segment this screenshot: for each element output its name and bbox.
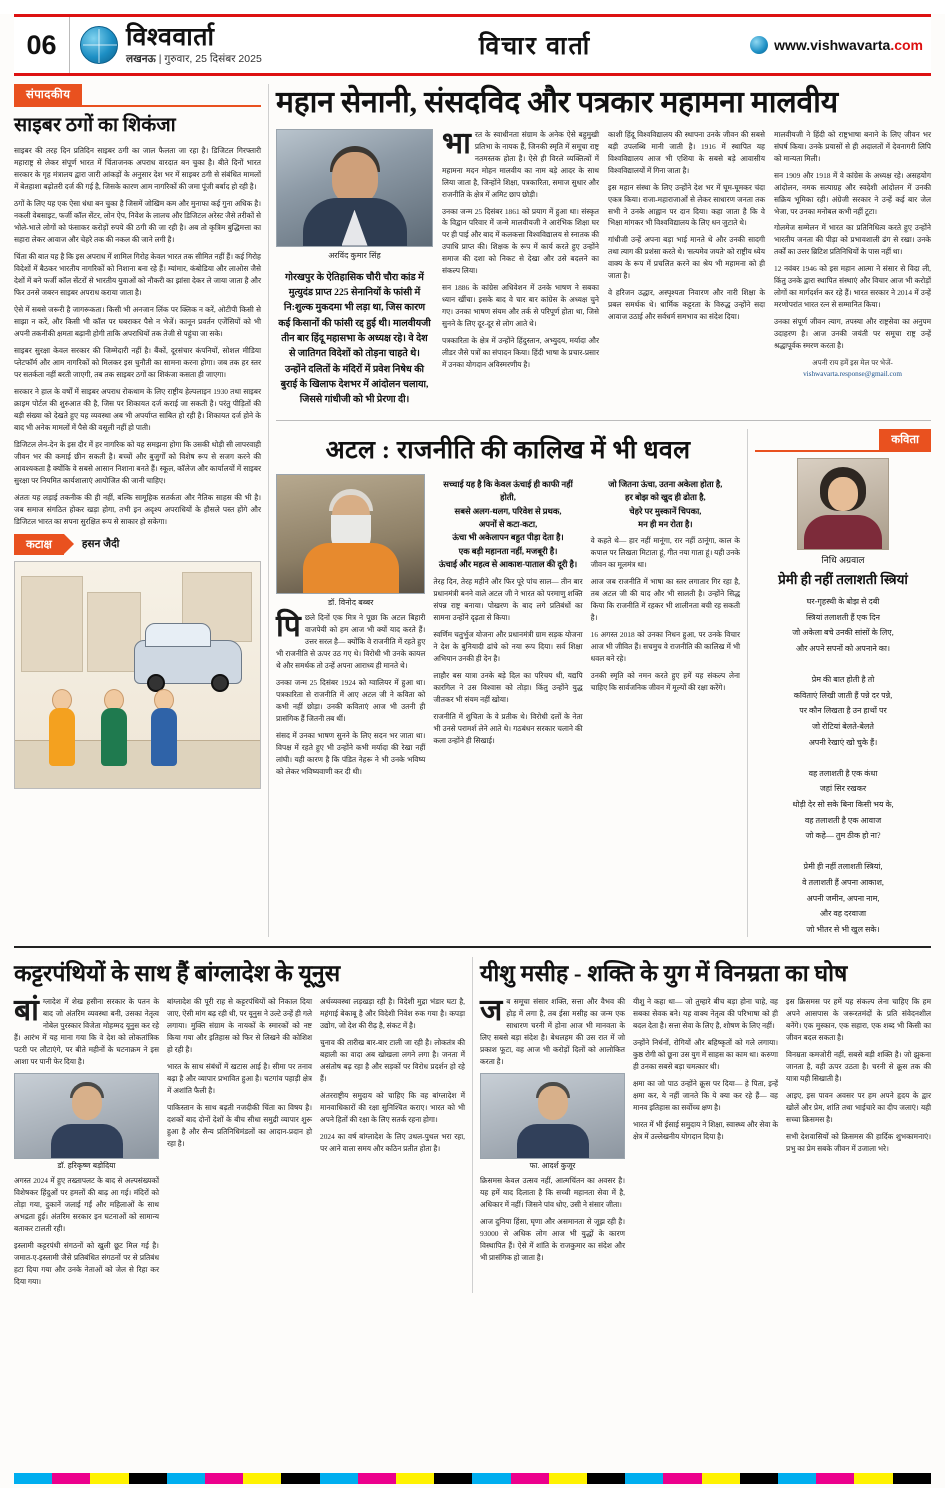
editorial-para: सरकार ने हाल के वर्षों में साइबर अपराध रोकथाम के लिए राष्ट्रीय हेल्पलाइन 1930 तथा साइबर क्राइम पोर्टल की शुरुआत की है, जिस पर शिकायत दर्ज कराई जा सकती है। परंतु पीड़ितों की बड़ी संख्या को देखते हुए यह व्यवस्था अब भी अपर्याप्त साबित हो रही है। शिकायत दर्ज होने के बाद भी अनेक मामलों में पैसे की वसूली नहीं हो पाती। [14, 387, 261, 433]
lead-column-1 [276, 129, 433, 412]
cartoon-header [14, 534, 261, 555]
br-para: जब समूचा संसार शक्ति, सत्ता और वैभव की होड़ में लगा है, तब ईसा मसीह का जन्म एक साधारण चरनी में होना आज भी मानवता के लिए सबसे बड़ा संदेश है। बेथलहम की उस रात में जो प्रकाश फूटा, वह आज भी करोड़ों दिलों को आलोकित करता है। [480, 993, 625, 1066]
masthead [14, 14, 931, 76]
website-url-main: www.vishwavarta [774, 37, 891, 53]
second-band [276, 429, 931, 938]
poem-line: वे तलाशती हैं अपना आकाश, [802, 877, 884, 887]
editorial-para: ठगों के लिए यह एक ऐसा धंधा बन चुका है जिसमें जोखिम कम और मुनाफा कई गुना अधिक है। नकली वेबसाइट, फर्जी कॉल सेंटर, लोन ऐप, निवेश के लालच और डिजिटल अरेस्ट जैसे तरीकों से भोले-भाले लोगों को फंसाकर करोड़ों रुपये की ठगी की जा रही है। अब तो कृत्रिम बुद्धिमत्ता का सहारा लेकर आवाज और चेहरे तक की नकल की जाने लगी है। [14, 199, 261, 245]
person-shape [151, 689, 177, 766]
bl-para: भारत के साथ संबंधों में खटास आई है। सीमा पर तनाव बढ़ा है और व्यापार प्रभावित हुआ है। चटगांव पहाड़ी क्षेत्र में अशांति फैली है। [167, 1061, 312, 1095]
poem-title: प्रेमी ही नहीं तलाशती स्त्रियां [778, 571, 908, 587]
atal-poem2-line: हर बोझ को खुद ही ढोता है, [625, 493, 706, 503]
lead-para: मालवीयजी ने हिंदी को राष्ट्रभाषा बनाने के लिए जीवन भर संघर्ष किया। उनके प्रयासों से ही अदालतों में देवनागरी लिपि को मान्यता मिली। [774, 129, 931, 163]
atal-para: लाहौर बस यात्रा उनके बड़े दिल का परिचय थी, यद्यपि कारगिल ने उस विश्वास को तोड़ा। किंतु उन्होंने युद्ध जीतकर भी संयम नहीं खोया। [433, 670, 583, 704]
editorial-tag-wrap [14, 84, 261, 107]
bl-author-photo [14, 1073, 159, 1159]
poem-line: जो भीतर से भी खुल सके। [806, 924, 880, 934]
poem-line: वह तलाशती है एक आवाज [804, 815, 882, 825]
page-number: 06 [14, 17, 70, 73]
divider [472, 957, 473, 1292]
poem-line: प्रेमी ही नहीं तलाशती स्त्रियां, [803, 862, 883, 872]
atal-poem-line: एक बड़ी महानता नहीं, मजबूरी है। [458, 546, 558, 556]
bl-para: पाकिस्तान के साथ बढ़ती नजदीकी चिंता का विषय है। दशकों बाद दोनों देशों के बीच सीधा समुद्री व्यापार शुरू हुआ है और सैन्य प्रतिनिधिमंडलों का आदान-प्रदान हो रहा है। [167, 1102, 312, 1148]
br-para: क्रिसमस केवल उत्सव नहीं, आत्मचिंतन का अवसर है। यह हमें याद दिलाता है कि सच्ची महानता सेवा में है, अधिकार में नहीं। जिसने पांव धोए, उसी ने संसार जीता। [480, 1175, 625, 1209]
atal-para: उनकी स्मृति को नमन करते हुए हमें यह संकल्प लेना चाहिए कि सार्वजनिक जीवन में मूल्यों की रक्षा करेंगे। [590, 671, 740, 693]
br-author-photo [480, 1073, 625, 1159]
person-shape [49, 689, 75, 766]
lead-para: काशी हिंदू विश्वविद्यालय की स्थापना उनके जीवन की सबसे बड़ी उपलब्धि मानी जाती है। 1916 में स्थापित यह विश्वविद्यालय आज भी एशिया के सबसे बड़े आवासीय विश्वविद्यालयों में गिना जाता है। [608, 129, 765, 175]
top-band [14, 84, 931, 937]
poem-line: और अपने सपनों को अपनाने का। [795, 644, 891, 654]
atal-poem2-line: चेहरे पर मुस्कानें चिपका, [629, 506, 702, 516]
atal-poem-line: सच्चाई यह है कि केवल ऊंचाई ही काफी नहीं होती, [443, 479, 573, 503]
br-para: आइए, इस पावन अवसर पर हम अपने हृदय के द्वार खोलें और प्रेम, शांति तथा भाईचारे का दीप जलाएं। यही सच्चा क्रिसमस है। [786, 1090, 931, 1124]
poem-line: जो कहे— तुम ठीक हो ना? [805, 831, 881, 841]
br-column-3 [786, 996, 931, 1269]
poem-line: वह तलाशती है एक कंधा [808, 768, 878, 778]
poem-line: पर कौन लिखता है उन हाथों पर [799, 706, 887, 716]
poem-line: और वह दरवाजा [819, 909, 867, 919]
bl-column-2 [167, 996, 312, 1293]
poem-line [755, 844, 931, 860]
cartoonist-name: हसन जैदी [81, 538, 120, 551]
poem-line: अपनी जमीन, अपना नाम, [806, 893, 880, 903]
brand-date: गुरुवार, 25 दिसंबर 2025 [164, 52, 262, 65]
lead-para: उनका संपूर्ण जीवन त्याग, तपस्या और राष्ट्रसेवा का अनुपम उदाहरण है। आज उनकी जयंती पर समूचा राष्ट्र उन्हें श्रद्धापूर्वक स्मरण करता है। [774, 317, 931, 351]
print-registration-bar [14, 1473, 931, 1484]
lead-para: सन 1909 और 1918 में वे कांग्रेस के अध्यक्ष रहे। असहयोग आंदोलन, नमक सत्याग्रह और स्वदेशी आंदोलन में उनकी सक्रिय भूमिका रही। अंग्रेजी सरकार ने उन्हें कई बार जेल भेजा, पर उनका मनोबल कभी नहीं टूटा। [774, 170, 931, 216]
atal-article [276, 429, 740, 938]
cartoon-image [14, 561, 261, 789]
br-para: यीशु ने कहा था— जो तुम्हारे बीच बड़ा होना चाहे, वह सबका सेवक बने। यह वाक्य नेतृत्व की परिभाषा को ही बदल देता है। सत्ता सेवा के लिए है, शोषण के लिए नहीं। [633, 996, 778, 1030]
atal-para: आज जब राजनीति में भाषा का स्तर लगातार गिर रहा है, तब अटल जी की याद और भी सालती है। उन्होंने सिद्ध किया कि राजनीति में रहकर भी शालीनता बची रह सकती है। [590, 577, 740, 623]
br-para: क्षमा का जो पाठ उन्होंने क्रूस पर दिया— हे पिता, इन्हें क्षमा कर, ये नहीं जानते कि ये क्या कर रहे हैं— वह मानव इतिहास का सर्वोच्च क्षण है। [633, 1078, 778, 1112]
brand-sep: | [158, 52, 162, 65]
bangladesh-article [14, 957, 465, 1292]
bl-para: चुनाव की तारीख बार-बार टाली जा रही है। लोकतंत्र की बहाली का वादा अब खोखला लगने लगा है। जनता में असंतोष बढ़ रहा है और सड़कों पर विरोध प्रदर्शन हो रहे हैं। [320, 1037, 465, 1083]
poem-line: अपनी रेखाएं खो चुके हैं। [808, 737, 878, 747]
poem-line [755, 657, 931, 673]
editorial-para: साइबर सुरक्षा केवल सरकार की जिम्मेदारी नहीं है। बैंकों, दूरसंचार कंपनियों, सोशल मीडिया प्लेटफॉर्म और आम नागरिकों को मिलकर इस चुनौती का सामना करना होगा। जब तक हर स्तर पर सतर्कता नहीं बरती जाएगी, तब तक साइबर ठगों का शिकंजा कसता ही जाएगा। [14, 346, 261, 380]
editorial-para: साइबर की तरह दिन प्रतिदिन साइबर ठगी का जाल फैलता जा रहा है। डिजिटल गिरफ्तारी महाराष्ट्र से लेकर संपूर्ण भारत में चिंताजनक अपराध वारदात बन चुका है। बीते दिनों भारत सरकार के गृह मंत्रालय द्वारा जारी आंकड़ों के अनुसार देश भर में साइबर ठगी से संबंधित मामलों में बेतहाशा बढ़ोतरी दर्ज की गई है, जिसके कारण आम नागरिकों की जमा पूंजी बर्बाद हो रही है। [14, 146, 261, 192]
bangladesh-headline: कट्टरपंथियों के साथ हैं बांग्लादेश के यूनुस [14, 961, 341, 987]
lead-para: गोलमेज सम्मेलन में भारत का प्रतिनिधित्व करते हुए उन्होंने भारतीय जनता की पीड़ा को प्रभावशाली ढंग से रखा। उनके तर्कों का उत्तर ब्रिटिश प्रतिनिधियों के पास नहीं था। [774, 223, 931, 257]
bl-para: 2024 का वर्ष बांग्लादेश के लिए उथल-पुथल भरा रहा, पर आने वाला समय और कठिन प्रतीत होता है। [320, 1131, 465, 1153]
br-para: भारत में भी ईसाई समुदाय ने शिक्षा, स्वास्थ्य और सेवा के क्षेत्र में उल्लेखनीय योगदान दिया है। [633, 1119, 778, 1141]
lead-headline: महान सेनानी, संसदविद और पत्रकार महामना मालवीय [276, 86, 838, 119]
globe-icon [80, 26, 118, 64]
poet-name: निधि अग्रवाल [821, 554, 865, 565]
bl-author-caption: डॉ. हरिकृष्ण बड़ोदिया [57, 1160, 116, 1170]
atal-poem2-line: जो जितना ऊंचा, उतना अकेला होता है, [608, 479, 723, 489]
mail-address[interactable]: vishwavarta.response@gmail.com [803, 370, 902, 379]
br-column-2 [633, 996, 778, 1269]
br-para: सभी देशवासियों को क्रिसमस की हार्दिक शुभकामनाएं। प्रभु का प्रेम सबके जीवन में उजाला भरे। [786, 1131, 931, 1153]
br-para: इस क्रिसमस पर हमें यह संकल्प लेना चाहिए कि हम अपने आसपास के जरूरतमंदों के प्रति संवेदनशील बनेंगे। एक मुस्कान, एक सहारा, एक शब्द भी किसी का जीवन बदल सकता है। [786, 996, 931, 1042]
lead-para: गांधीजी उन्हें अपना बड़ा भाई मानते थे और उनकी सादगी तथा त्याग की प्रशंसा करते थे। 'सत्यमेव जयते' को राष्ट्रीय ध्येय वाक्य के रूप में प्रचलित करने का श्रेय भी महामना को ही जाता है। [608, 235, 765, 281]
editorial-tag: संपादकीय [14, 84, 82, 105]
atal-headline: अटल : राजनीति की कालिख में भी धवल [325, 436, 691, 464]
bl-para: बांग्लादेश में शेख हसीना सरकार के पतन के बाद जो अंतरिम व्यवस्था बनी, उसका नेतृत्व नोबेल पुरस्कार विजेता मोहम्मद यूनुस कर रहे हैं। आरंभ में यह माना गया कि वे देश को लोकतांत्रिक पटरी पर लौटाएंगे, पर बीते महीनों के घटनाक्रम ने इस आशा पर पानी फेर दिया है। [14, 993, 159, 1066]
atal-para: तेरह दिन, तेरह महीने और फिर पूरे पांच साल— तीन बार प्रधानमंत्री बनने वाले अटल जी ने भारत को परमाणु शक्ति संपन्न राष्ट्र बनाया। पोखरण के बाद लगे प्रतिबंधों का सामना उन्होंने दृढ़ता से किया। [433, 576, 583, 622]
poem-line: थोड़ी देर सो सके बिना किसी भय के, [792, 799, 894, 809]
brand-subline [126, 54, 262, 65]
person-shape [101, 689, 127, 766]
kavita-column [755, 429, 931, 938]
bl-column-3 [320, 996, 465, 1293]
editorial-para: डिजिटल लेन-देन के इस दौर में हर नागरिक को यह समझना होगा कि उसकी थोड़ी सी लापरवाही जीवन भर की कमाई छीन सकती है। बच्चों और बुजुर्गों को विशेष रूप से सजग करने की आवश्यकता है क्योंकि वे सबसे आसान निशाना बनते हैं। स्कूल, कॉलेज और कार्यालयों में साइबर सुरक्षा पर नियमित कार्यशालाएं आयोजित की जानी चाहिए। [14, 440, 261, 485]
editorial-para: ऐसे में सबसे जरूरी है जागरूकता। किसी भी अनजान लिंक पर क्लिक न करें, ओटीपी किसी से साझा न करें, और किसी भी कॉल पर घबराकर पैसे न भेजें। कानून प्रवर्तन एजेंसियों को भी अपनी तकनीकी क्षमता बढ़ानी होगी ताकि अपराधियों तक तेजी से पहुंचा जा सके। [14, 305, 261, 339]
bl-para: अगस्त 2024 में हुए तख्तापलट के बाद से अल्पसंख्यकों विशेषकर हिंदुओं पर हमलों की बाढ़ आ गई। मंदिरों को तोड़ा गया, दुकानें जलाई गईं और महिलाओं के साथ अभद्रता हुई। अंतरिम सरकार इन घटनाओं को सामान्य बताकर टालती रही। [14, 1175, 159, 1233]
atal-author-caption: डॉ. विनोद बब्बर [327, 597, 374, 607]
newspaper-page [0, 14, 945, 1488]
br-para: विनम्रता कमजोरी नहीं, सबसे बड़ी शक्ति है। जो झुकना जानता है, वही ऊपर उठता है। चरनी से क्रूस तक की यात्रा यही सिखाती है। [786, 1049, 931, 1083]
brand-block [70, 25, 320, 64]
atal-para: राजनीति में शुचिता के वे प्रतीक थे। विरोधी दलों के नेता भी उनसे परामर्श लेने आते थे। गठबंधन सरकार चलाने की कला उन्होंने ही सिखाई। [433, 711, 583, 745]
editorial-headline: साइबर ठगों का शिकंजा [14, 115, 176, 136]
atal-para: संसद में उनका भाषण सुनने के लिए सदन भर जाता था। विपक्ष में रहते हुए भी उन्होंने कभी मर्यादा की रेखा नहीं लांघी। यही कारण है कि पंडित नेहरू ने भी उनके भविष्य को लेकर भविष्यवाणी कर दी थी। [276, 730, 426, 776]
lead-para: उनका जन्म 25 दिसंबर 1861 को प्रयाग में हुआ था। संस्कृत के विद्वान परिवार में जन्मे मालवीयजी ने आरंभिक शिक्षा घर पर ही पाई और बाद में कलकत्ता विश्वविद्यालय से स्नातक की उपाधि प्राप्त की। शिक्षक के रूप में कार्य करते हुए उन्होंने समाज की दशा को निकट से देखा और उसे बदलने का संकल्प लिया। [442, 206, 599, 276]
atal-para: वे कहते थे— हार नहीं मानूंगा, रार नहीं ठानूंगा, काल के कपाल पर लिखता मिटाता हूं, गीत नया गाता हूं। यही उनके जीवन का मूलमंत्र था। [590, 536, 740, 570]
atal-para: पिछले दिनों एक मित्र ने पूछा कि अटल बिहारी वाजपेयी को हम आज भी क्यों याद करते हैं। उत्तर सरल है— क्योंकि वे राजनीति में रहते हुए भी राजनीति से ऊपर उठ गए थे। विरोधी भी उनके कायल थे और समर्थक तो उन्हें अपना आराध्य ही मानते थे। [276, 609, 426, 670]
brand-name: विश्ववार्ता [126, 24, 215, 52]
bottom-band [14, 957, 931, 1292]
bl-para: अंतरराष्ट्रीय समुदाय को चाहिए कि वह बांग्लादेश में मानवाधिकारों की रक्षा सुनिश्चित कराए। भारत को भी अपने हितों की रक्षा के लिए सतर्क रहना होगा। [320, 1090, 465, 1124]
poet-photo [797, 458, 889, 550]
br-para: आज दुनिया हिंसा, घृणा और असमानता से जूझ रही है। 93000 से अधिक लोग आज भी युद्धों के कारण विस्थापित हैं। ऐसे में शांति के राजकुमार का संदेश और भी प्रासंगिक हो जाता है। [480, 1216, 625, 1262]
brand-city: लखनऊ [126, 52, 156, 65]
poem-line: घर-गृहस्थी के बोझ से दबी [806, 597, 880, 607]
editorial-para: अंततः यह लड़ाई तकनीक की ही नहीं, बल्कि सामूहिक सतर्कता और नैतिक साहस की भी है। जब समाज संगठित होकर खड़ा होगा, तभी इन अदृश्य अपराधियों के हौसले पस्त होंगे और डिजिटल भारत का सपना सुरक्षित रूप से साकार हो सकेगा। [14, 492, 261, 526]
poem-line: जहां सिर रखकर [819, 784, 867, 794]
atal-poem-line: अपनों से कटा-कटा, [478, 520, 538, 529]
christmas-article [480, 957, 931, 1292]
atal-para: 16 अगस्त 2018 को उनका निधन हुआ, पर उनके विचार आज भी जीवित हैं। सचमुच वे राजनीति की कालिख में भी धवल बने रहे। [590, 630, 740, 664]
br-author-caption: फा. आदर्श कुजूर [529, 1160, 576, 1170]
poem-line: जो रोटियां बेलते-बेलते [812, 721, 874, 731]
bl-column-1 [14, 993, 159, 1293]
lead-story [276, 84, 931, 937]
atal-poem-line: ऊंचा भी अकेलापन बहुत पीड़ा देता है। [452, 533, 564, 543]
lead-para: 12 नवंबर 1946 को इस महान आत्मा ने संसार से विदा ली, किंतु उनके द्वारा स्थापित संस्थाएं और विचार आज भी करोड़ों लोगों का मार्गदर्शन कर रहे हैं। भारत सरकार ने 2014 में उन्हें मरणोपरांत भारत रत्न से सम्मानित किया। [774, 264, 931, 310]
mail-note [774, 358, 931, 380]
bl-para: बांग्लादेश की पूरी राह से कट्टरपंथियों को निकाल दिया जाए, ऐसी मांग बढ़ रही थी, पर यूनुस ने उल्टे उन्हें ही गले लगाया। मुक्ति संग्राम के नायकों के स्मारकों को नष्ट किया गया और इतिहास को फिर से लिखने की कोशिश हो रही है। [167, 996, 312, 1054]
lead-column-4 [774, 129, 931, 412]
editorial-column [14, 84, 261, 937]
kavita-tag: कविता [879, 429, 931, 450]
lead-para: वे हरिजन उद्धार, अस्पृश्यता निवारण और नारी शिक्षा के प्रबल समर्थक थे। धार्मिक कट्टरता के विरुद्ध उन्होंने सदा आवाज उठाई और सर्वधर्म समभाव का संदेश दिया। [608, 288, 765, 322]
kataksh-tag: कटाक्ष [14, 534, 64, 555]
author-caption: अरविंद कुमार सिंह [328, 250, 381, 260]
author-photo [276, 129, 433, 247]
lead-para: इस महान संस्था के लिए उन्होंने देश भर में घूम-घूमकर चंदा एकत्र किया। राजा-महाराजाओं से लेकर साधारण जनता तक सभी ने उनके आह्वान पर दान दिया। कहा जाता है कि वे भिक्षा मांगकर भी विश्वविद्यालय के लिए धन जुटाते थे। [608, 182, 765, 228]
atal-para: स्वर्णिम चतुर्भुज योजना और प्रधानमंत्री ग्राम सड़क योजना ने देश के बुनियादी ढांचे को नया रूप दिया। सर्व शिक्षा अभियान उनकी ही देन है। [433, 629, 583, 663]
globe-small-icon [750, 36, 768, 54]
website-url[interactable] [774, 37, 923, 53]
br-column-1 [480, 993, 625, 1269]
atal-column-1 [276, 474, 425, 783]
poem-line: जो अकेला बचे उनकी सांसों के लिए, [792, 628, 894, 638]
bl-para: अर्थव्यवस्था लड़खड़ा रही है। विदेशी मुद्रा भंडार घटा है, महंगाई बेकाबू है और विदेशी निवेश रुक गया है। कपड़ा उद्योग, जो देश की रीढ़ है, संकट में है। [320, 996, 465, 1030]
poem-line: कविताएं लिखी जाती हैं पन्ने दर पन्ने, [793, 690, 893, 700]
divider [268, 84, 269, 937]
lead-para: पत्रकारिता के क्षेत्र में उन्होंने हिंदुस्तान, अभ्युदय, मर्यादा और लीडर जैसे पत्रों का संपादन किया। हिंदी भाषा के प्रचार-प्रसार में उनका योगदान अविस्मरणीय है। [442, 336, 599, 370]
poem-body [755, 594, 931, 937]
lead-para: सन 1886 के कांग्रेस अधिवेशन में उनके भाषण ने सबका ध्यान खींचा। इसके बाद वे चार बार कांग्रेस के अध्यक्ष चुने गए। उनका भाषण संयम और तर्क से परिपूर्ण होता था, जिसे सुनने के लिए दूर-दूर से लोग आते थे। [442, 283, 599, 329]
poem-line: प्रेम की बात होती है तो [811, 675, 875, 685]
divider [747, 429, 748, 938]
poem-line: स्त्रियां तलाशती हैं एक दिन [805, 612, 880, 622]
atal-column-2 [433, 474, 582, 783]
atal-para: उनका जन्म 25 दिसंबर 1924 को ग्वालियर में हुआ था। पत्रकारिता से राजनीति में आए अटल जी ने कविता को कभी नहीं छोड़ा। उनकी कविताएं आज भी उतनी ही प्रासंगिक हैं जितनी तब थीं। [276, 677, 426, 723]
lead-photo-box [276, 129, 433, 261]
arrow-icon [64, 534, 74, 554]
poem-line [755, 750, 931, 766]
lead-column-2 [442, 126, 599, 412]
pull-quote: गोरखपुर के ऐतिहासिक चौरी चौरा कांड में मुत्युदंड प्राप्त 225 सेनानियों के फांसी में नि:शुल्क मुकदमा भी लड़ा था, जिस कारण कई किसानों की फांसी रद्द हुई थी। मालवीयजी तीन बार हिंदू महासभा के अध्यक्ष रहे। वे देश से जातिगत विदेशों को तोड़ना चाहते थे। उन्होंने दलितों के मंदिरों में प्रवेश निषेध की बुराई के खिलाफ देशभर में आंदोलन चलाया, जिससे गांधीजी को भी प्रेरणा दी। [278, 271, 431, 406]
lead-column-3 [608, 129, 765, 412]
editorial-body [14, 145, 261, 528]
mail-note-line1: अपनी राय हमें इस मेल पर भेजें- [812, 359, 893, 368]
editorial-para: चिंता की बात यह है कि इस अपराध में शामिल गिरोह केवल भारत तक सीमित नहीं हैं। कई गिरोह विदेशों में बैठकर भारतीय नागरिकों को निशाना बना रहे हैं। म्यांमार, कंबोडिया और लाओस जैसे देशों में बने फर्जी कॉल सेंटरों से भारतीय युवाओं को नौकरी का झांसा देकर ले जाया जाता है और फिर उनसे जबरन साइबर अपराध कराया जाता है। [14, 252, 261, 298]
divider [14, 946, 931, 948]
atal-poem-line: सबसे अलग-थलग, परिवेश से प्रथक, [454, 506, 562, 516]
website-url-tld: .com [890, 37, 923, 53]
section-title: विचार वार्ता [478, 33, 592, 60]
atal-author-photo [276, 474, 425, 594]
bl-para: इस्लामी कट्टरपंथी संगठनों को खुली छूट मिल गई है। जमात-ए-इस्लामी जैसे प्रतिबंधित संगठनों पर से प्रतिबंध हटा दिया गया और उनके नेताओं को जेल से रिहा कर दिया गया। [14, 1240, 159, 1286]
car-shape [134, 640, 242, 684]
atal-poem-line: ऊंचाई और महत्व से आकाश-पाताल की दूरी है। [438, 560, 578, 570]
divider [276, 420, 931, 421]
atal-column-3 [591, 474, 740, 783]
atal-poem2-line: मन ही मन रोता है। [638, 520, 693, 529]
lead-para: भारत के स्वाधीनता संग्राम के अनेक ऐसे बहुमुखी प्रतिभा के नायक हैं, जिनकी स्मृति में समूचा राष्ट्र नतमस्तक होता है। ऐसे ही विरले व्यक्तित्वों में महामना मदन मोहन मालवीय का नाम बड़े आदर के साथ लिया जाता है, जिन्होंने शिक्षा, पत्रकारिता, समाज सुधार और राजनीति के क्षेत्र में अमिट छाप छोड़ी। [442, 126, 599, 199]
website-block [750, 36, 931, 54]
christmas-headline: यीशु मसीह - शक्ति के युग में विनम्रता का घोष [480, 961, 848, 987]
kavita-tag-bar [755, 429, 931, 452]
br-para: उन्होंने निर्धनों, रोगियों और बहिष्कृतों को गले लगाया। कुष्ठ रोगी को छूना उस युग में साहस का काम था। करुणा ही उनका सबसे बड़ा चमत्कार थी। [633, 1037, 778, 1071]
